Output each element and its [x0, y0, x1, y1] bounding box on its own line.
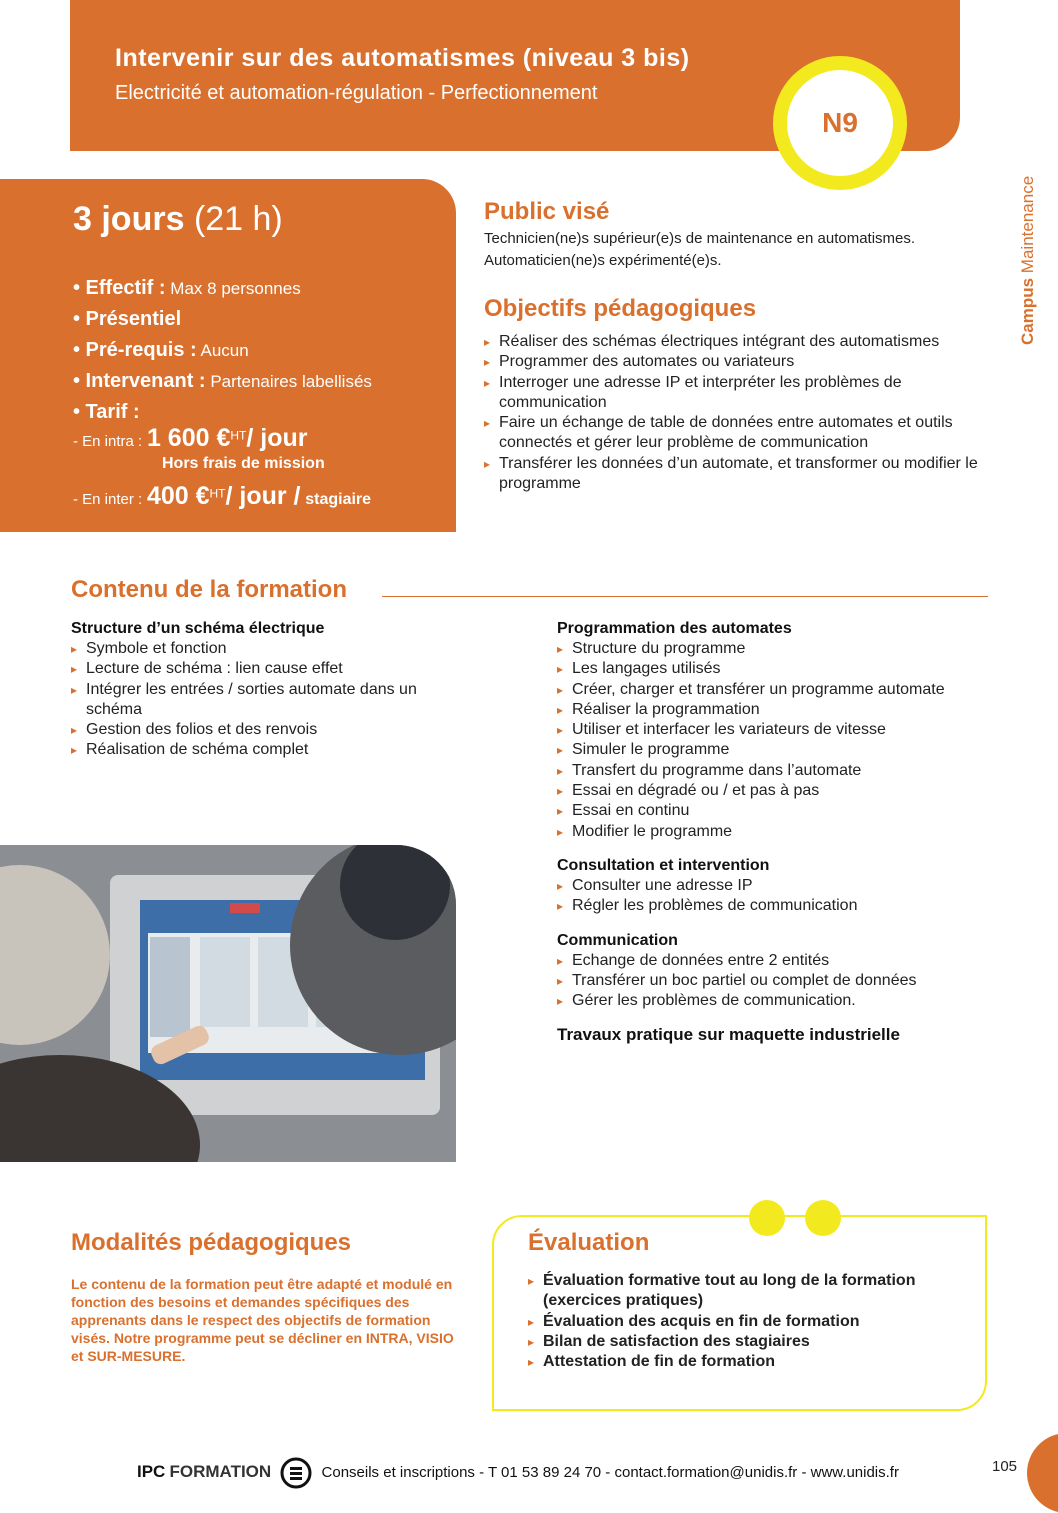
modalites-title: Modalités pédagogiques — [71, 1229, 352, 1256]
list-item: ▸ Attestation de fin de formation — [528, 1352, 958, 1372]
side-label — [1018, 150, 1048, 345]
footer-contact: Conseils et inscriptions - T 01 53 89 24 70 - contact.formation@unidis.fr - www.unidis.fr — [321, 1463, 899, 1481]
prerequis-label: • Pré-requis : — [73, 339, 197, 361]
public-title: Public visé — [484, 198, 610, 225]
list-item: ▸ Évaluation des acquis en fin de formation — [528, 1312, 958, 1332]
inter-ht: HT — [209, 486, 226, 501]
ipc-logo-icon — [279, 1456, 313, 1490]
page-title: Intervenir sur des automatismes (niveau 3 bis) — [115, 44, 690, 72]
intervenant-line — [73, 370, 372, 393]
duration-hours: (21 h) — [193, 200, 283, 238]
effectif-value: Max 8 personnes — [170, 279, 301, 298]
inter-unit: / jour / — [225, 482, 301, 510]
list-item: ▸ Transfert du programme dans l’automate — [557, 761, 987, 781]
section-divider — [382, 596, 988, 597]
list-item: ▸ Réaliser la programmation — [557, 700, 987, 720]
prerequis-value: Aucun — [200, 341, 249, 360]
intra-price-line — [73, 424, 307, 453]
list-item: ▸ Programmer des automates ou variateurs — [484, 352, 989, 372]
list-item: ▸ Réalisation de schéma complet — [71, 740, 466, 760]
list-item: ▸ Créer, charger et transférer un programme automate — [557, 680, 987, 700]
inter-price: 400 € — [146, 482, 210, 510]
list-item: ▸ Lecture de schéma : lien cause effet — [71, 659, 466, 679]
modalites-text: Le contenu de la formation peut être adapté et modulé en fonction des besoins et demandes spécifiques des apprenants dans le respect des objectifs de formation visés. Notre programme peut se décliner en INTRA, VISIO et SUR-MESURE. — [71, 1276, 454, 1364]
consultation-list — [557, 876, 987, 917]
intra-ht: HT — [230, 428, 247, 443]
training-photo — [0, 845, 456, 1162]
list-item: ▸ Régler les problèmes de communication — [557, 896, 987, 916]
list-item: ▸ Structure du programme — [557, 639, 987, 659]
prerequis-line — [73, 339, 249, 362]
list-item: ▸ Echange de données entre 2 entités — [557, 951, 987, 971]
contenu-title: Contenu de la formation — [71, 576, 347, 603]
evaluation-list — [528, 1271, 958, 1372]
programmation-section — [557, 619, 987, 1045]
list-item: ▸ Transférer les données d’un automate, et transformer ou modifier le programme — [484, 454, 989, 495]
list-item: ▸ Gérer les problèmes de communication. — [557, 991, 987, 1011]
tarif-line — [73, 401, 140, 424]
list-item: ▸ Essai en continu — [557, 801, 987, 821]
schema-heading: Structure d’un schéma électrique — [71, 620, 325, 637]
intra-note: Hors frais de mission — [162, 455, 325, 472]
public-line-2: Automaticien(ne)s expérimenté(e)s. — [484, 252, 722, 269]
list-item: ▸ Transférer un boc partiel ou complet de données — [557, 971, 987, 991]
inter-price-line — [73, 482, 371, 511]
presentiel-line — [73, 308, 181, 331]
side-label-bold: Campus — [1018, 277, 1037, 345]
list-item: ▸ Essai en dégradé ou / et pas à pas — [557, 781, 987, 801]
list-item: ▸ Simuler le programme — [557, 740, 987, 760]
communication-list — [557, 951, 987, 1012]
effectif-label: • Effectif : — [73, 277, 166, 299]
programmation-list — [557, 639, 987, 842]
intra-label: - En intra : — [73, 433, 143, 450]
objectifs-title: Objectifs pédagogiques — [484, 295, 757, 322]
list-item: ▸ Utiliser et interfacer les variateurs de vitesse — [557, 720, 987, 740]
page-subtitle: Electricité et automation-régulation - Perfectionnement — [115, 82, 598, 104]
decorative-dots — [745, 1196, 845, 1236]
list-item: ▸ Symbole et fonction — [71, 639, 466, 659]
list-item: ▸ Évaluation formative tout au long de la formation (exercices pratiques) — [528, 1271, 958, 1312]
intra-unit: / jour — [246, 424, 308, 452]
list-item: ▸ Modifier le programme — [557, 822, 987, 842]
photo-illustration — [0, 845, 456, 1162]
list-item: ▸ Réaliser des schémas électriques intégrant des automatismes — [484, 332, 989, 352]
list-item: ▸ Les langages utilisés — [557, 659, 987, 679]
level-badge: N9 — [773, 56, 907, 190]
schema-section — [71, 619, 466, 761]
intervenant-value: Partenaires labellisés — [210, 372, 372, 391]
presentiel-label: • Présentiel — [73, 308, 182, 330]
list-item: ▸ Faire un échange de table de données entre automates et outils connectés et gérer leur problème de communication — [484, 413, 989, 454]
list-item: ▸ Bilan de satisfaction des stagiaires — [528, 1332, 958, 1352]
communication-heading: Communication — [557, 931, 678, 949]
duration-days: 3 jours — [73, 200, 185, 238]
footer — [137, 1456, 899, 1490]
tarif-label: • Tarif : — [73, 401, 140, 423]
list-item: ▸ Intégrer les entrées / sorties automate dans un schéma — [71, 680, 466, 721]
list-item: ▸ Gestion des folios et des renvois — [71, 720, 466, 740]
public-line-1: Technicien(ne)s supérieur(e)s de maintenance en automatismes. — [484, 230, 916, 247]
list-item: ▸ Interroger une adresse IP et interpréter les problèmes de communication — [484, 373, 989, 414]
inter-suffix: stagiaire — [305, 491, 372, 508]
schema-list — [71, 639, 466, 761]
corner-decoration — [1027, 1433, 1058, 1513]
duration — [73, 200, 283, 239]
evaluation-title: Évaluation — [528, 1229, 650, 1256]
page-number: 105 — [992, 1458, 1018, 1475]
footer-brand-rest: FORMATION — [169, 1461, 272, 1481]
objectifs-list — [484, 332, 989, 494]
footer-brand-bold: IPC — [137, 1461, 166, 1481]
side-label-rest: Maintenance — [1018, 175, 1037, 274]
travaux-heading: Travaux pratique sur maquette industrielle — [557, 1025, 900, 1045]
list-item: ▸ Consulter une adresse IP — [557, 876, 987, 896]
programmation-heading: Programmation des automates — [557, 620, 792, 637]
intervenant-label: • Intervenant : — [73, 370, 206, 392]
intra-price: 1 600 € — [146, 424, 231, 452]
consultation-heading: Consultation et intervention — [557, 856, 770, 874]
effectif-line — [73, 277, 301, 300]
inter-label: - En inter : — [73, 491, 143, 508]
